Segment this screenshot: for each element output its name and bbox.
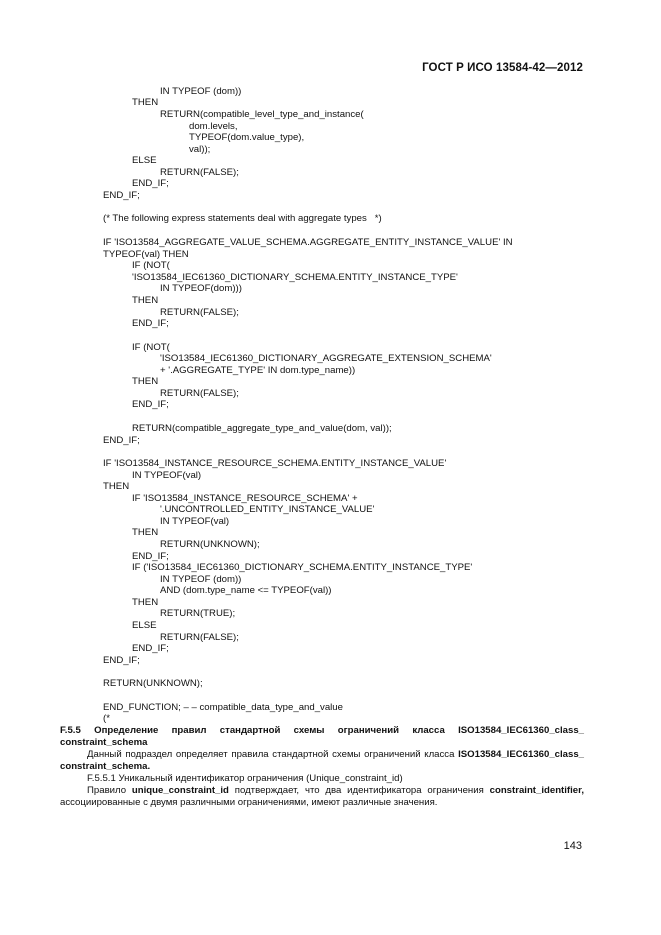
section-heading: F.5.5 Определение правил стандартной схемы ограничений класса ISO13584_IEC61360_class_ — [60, 725, 584, 736]
code-line: RETURN(FALSE); — [160, 632, 239, 643]
code-line: END_IF; — [132, 551, 169, 562]
code-line: END_IF; — [103, 655, 140, 666]
code-line: END_FUNCTION; – – compatible_data_type_and_value — [103, 702, 343, 713]
code-line: IF (NOT( — [132, 260, 170, 271]
rule-mid: подтверждает, что два идентификатора ограничения — [228, 785, 490, 796]
code-line: ELSE — [132, 620, 157, 631]
code-line: THEN — [132, 527, 159, 538]
page-number: 143 — [563, 840, 582, 852]
code-line: IN TYPEOF(dom))) — [160, 283, 242, 294]
code-line: END_IF; — [103, 190, 140, 201]
code-line: TYPEOF(dom.value_type), — [189, 132, 305, 143]
code-line: THEN — [132, 97, 159, 108]
subsection-title: F.5.5.1 Уникальный идентификатор ограничения (Unique_constraint_id) — [87, 773, 403, 784]
section-intro — [60, 749, 584, 761]
rule-name: unique_constraint_id — [131, 785, 229, 796]
section-f-5-5 — [60, 725, 584, 809]
section-heading-continuation: constraint_schema — [60, 737, 148, 748]
code-line: IN TYPEOF (dom)) — [160, 574, 242, 585]
rule-description-continuation: ассоциированные с двумя различными ограничениями, имеют различные значения. — [60, 797, 438, 808]
code-line: IF 'ISO13584_AGGREGATE_VALUE_SCHEMA.AGGREGATE_ENTITY_INSTANCE_VALUE' IN — [103, 237, 513, 248]
code-line: RETURN(UNKNOWN); — [160, 539, 260, 550]
code-line: IN TYPEOF(val) — [160, 516, 230, 527]
code-line: RETURN(FALSE); — [160, 388, 239, 399]
code-line: THEN — [132, 295, 159, 306]
code-line: val)); — [189, 144, 211, 155]
rule-description — [60, 785, 584, 797]
code-line: IF ('ISO13584_IEC61360_DICTIONARY_SCHEMA.ENTITY_INSTANCE_TYPE' — [132, 562, 473, 573]
code-line: END_IF; — [132, 318, 169, 329]
code-line: 'ISO13584_IEC61360_DICTIONARY_SCHEMA.ENTITY_INSTANCE_TYPE' — [132, 272, 458, 283]
code-line: AND (dom.type_name <= TYPEOF(val)) — [160, 585, 332, 596]
code-line: IN TYPEOF (dom)) — [160, 86, 242, 97]
code-line: RETURN(FALSE); — [160, 307, 239, 318]
schema-name-continuation: constraint_schema. — [60, 761, 151, 772]
code-line: IN TYPEOF(val) — [132, 470, 202, 481]
code-line: (* — [103, 713, 110, 724]
document-header: ГОСТ Р ИСО 13584-42—2012 — [422, 62, 583, 74]
code-line: THEN — [132, 376, 159, 387]
code-line: + '.AGGREGATE_TYPE' IN dom.type_name)) — [160, 365, 356, 376]
rule-pre: Правило — [87, 785, 132, 796]
code-line: 'ISO13584_IEC61360_DICTIONARY_AGGREGATE_EXTENSION_SCHEMA' — [160, 353, 492, 364]
code-line: IF (NOT( — [132, 342, 170, 353]
code-line: RETURN(compatible_aggregate_type_and_value(dom, val)); — [132, 423, 392, 434]
code-line: END_IF; — [103, 435, 140, 446]
code-line: END_IF; — [132, 178, 169, 189]
code-line: RETURN(UNKNOWN); — [103, 678, 203, 689]
code-line: RETURN(FALSE); — [160, 167, 239, 178]
code-line: RETURN(compatible_level_type_and_instance( — [160, 109, 364, 120]
code-line: '.UNCONTROLLED_ENTITY_INSTANCE_VALUE' — [160, 504, 375, 515]
schema-name: ISO13584_IEC61360_class_ — [458, 749, 584, 760]
code-line: ELSE — [132, 155, 157, 166]
code-line: END_IF; — [132, 399, 169, 410]
intro-text: Данный подраздел определяет правила стандартной схемы ограничений класса — [87, 749, 459, 760]
code-comment: (* The following express statements deal with aggregate types *) — [103, 213, 382, 224]
code-line: TYPEOF(val) THEN — [103, 249, 189, 260]
rule-term: constraint_identifier, — [489, 785, 584, 796]
code-line: dom.levels, — [189, 121, 238, 132]
code-line: END_IF; — [132, 643, 169, 654]
code-line: THEN — [103, 481, 130, 492]
code-line: IF 'ISO13584_INSTANCE_RESOURCE_SCHEMA.ENTITY_INSTANCE_VALUE' — [103, 458, 447, 469]
code-line: RETURN(TRUE); — [160, 608, 236, 619]
code-line: THEN — [132, 597, 159, 608]
code-line: IF 'ISO13584_INSTANCE_RESOURCE_SCHEMA' + — [132, 493, 358, 504]
